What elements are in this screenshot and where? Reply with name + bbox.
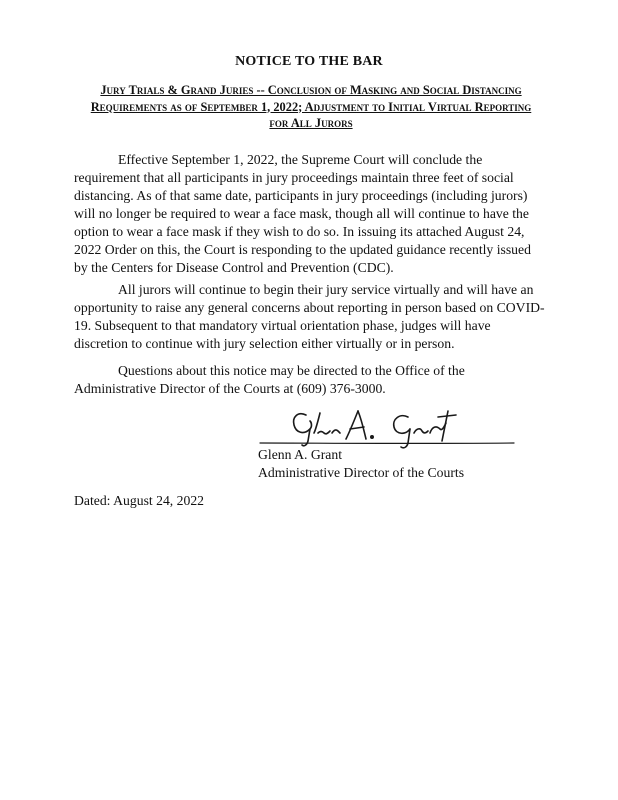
body-paragraph-2	[74, 281, 548, 353]
paragraph-1-text: Effective September 1, 2022, the Supreme Court will conclude the requirement that all participants in jury proceedings maintain three feet of social distancing. As of that same date, participants in jury proceedings (including jurors) will no longer be required to wear a face mask, though all will continue to have the option to wear a face mask if they wish to do so. In issuing its attached August 24, 2022 Order on this, the Court is responding to the updated guidance recently issued by the Centers for Disease Control and Prevention (CDC).	[74, 152, 531, 275]
signatory-name: Glenn A. Grant	[258, 447, 343, 462]
notice-subject: Jury Trials & Grand Juries -- Conclusion of Masking and Social Distancing Requirements as of September 1, 2022; Adjustment to Initial Virtual Reporting for All Jurors	[90, 83, 532, 130]
notice-title: NOTICE TO THE BAR	[235, 54, 383, 69]
signatory-title: Administrative Director of the Courts	[258, 465, 465, 480]
body-paragraph-3	[74, 362, 548, 398]
paragraph-2-text: All jurors will continue to begin their jury service virtually and will have an opportunity to raise any general concerns about reporting in person based on COVID-19. Subsequent to that mandatory virtual orientation phase, judges will have discretion to continue with jury selection either virtually or in person.	[74, 282, 545, 351]
paragraph-3-text: Questions about this notice may be directed to the Office of the Administrative Director of the Courts at (609) 376-3000.	[74, 363, 465, 396]
body-paragraph-1	[74, 151, 548, 277]
dated-line: Dated: August 24, 2022	[74, 493, 205, 508]
